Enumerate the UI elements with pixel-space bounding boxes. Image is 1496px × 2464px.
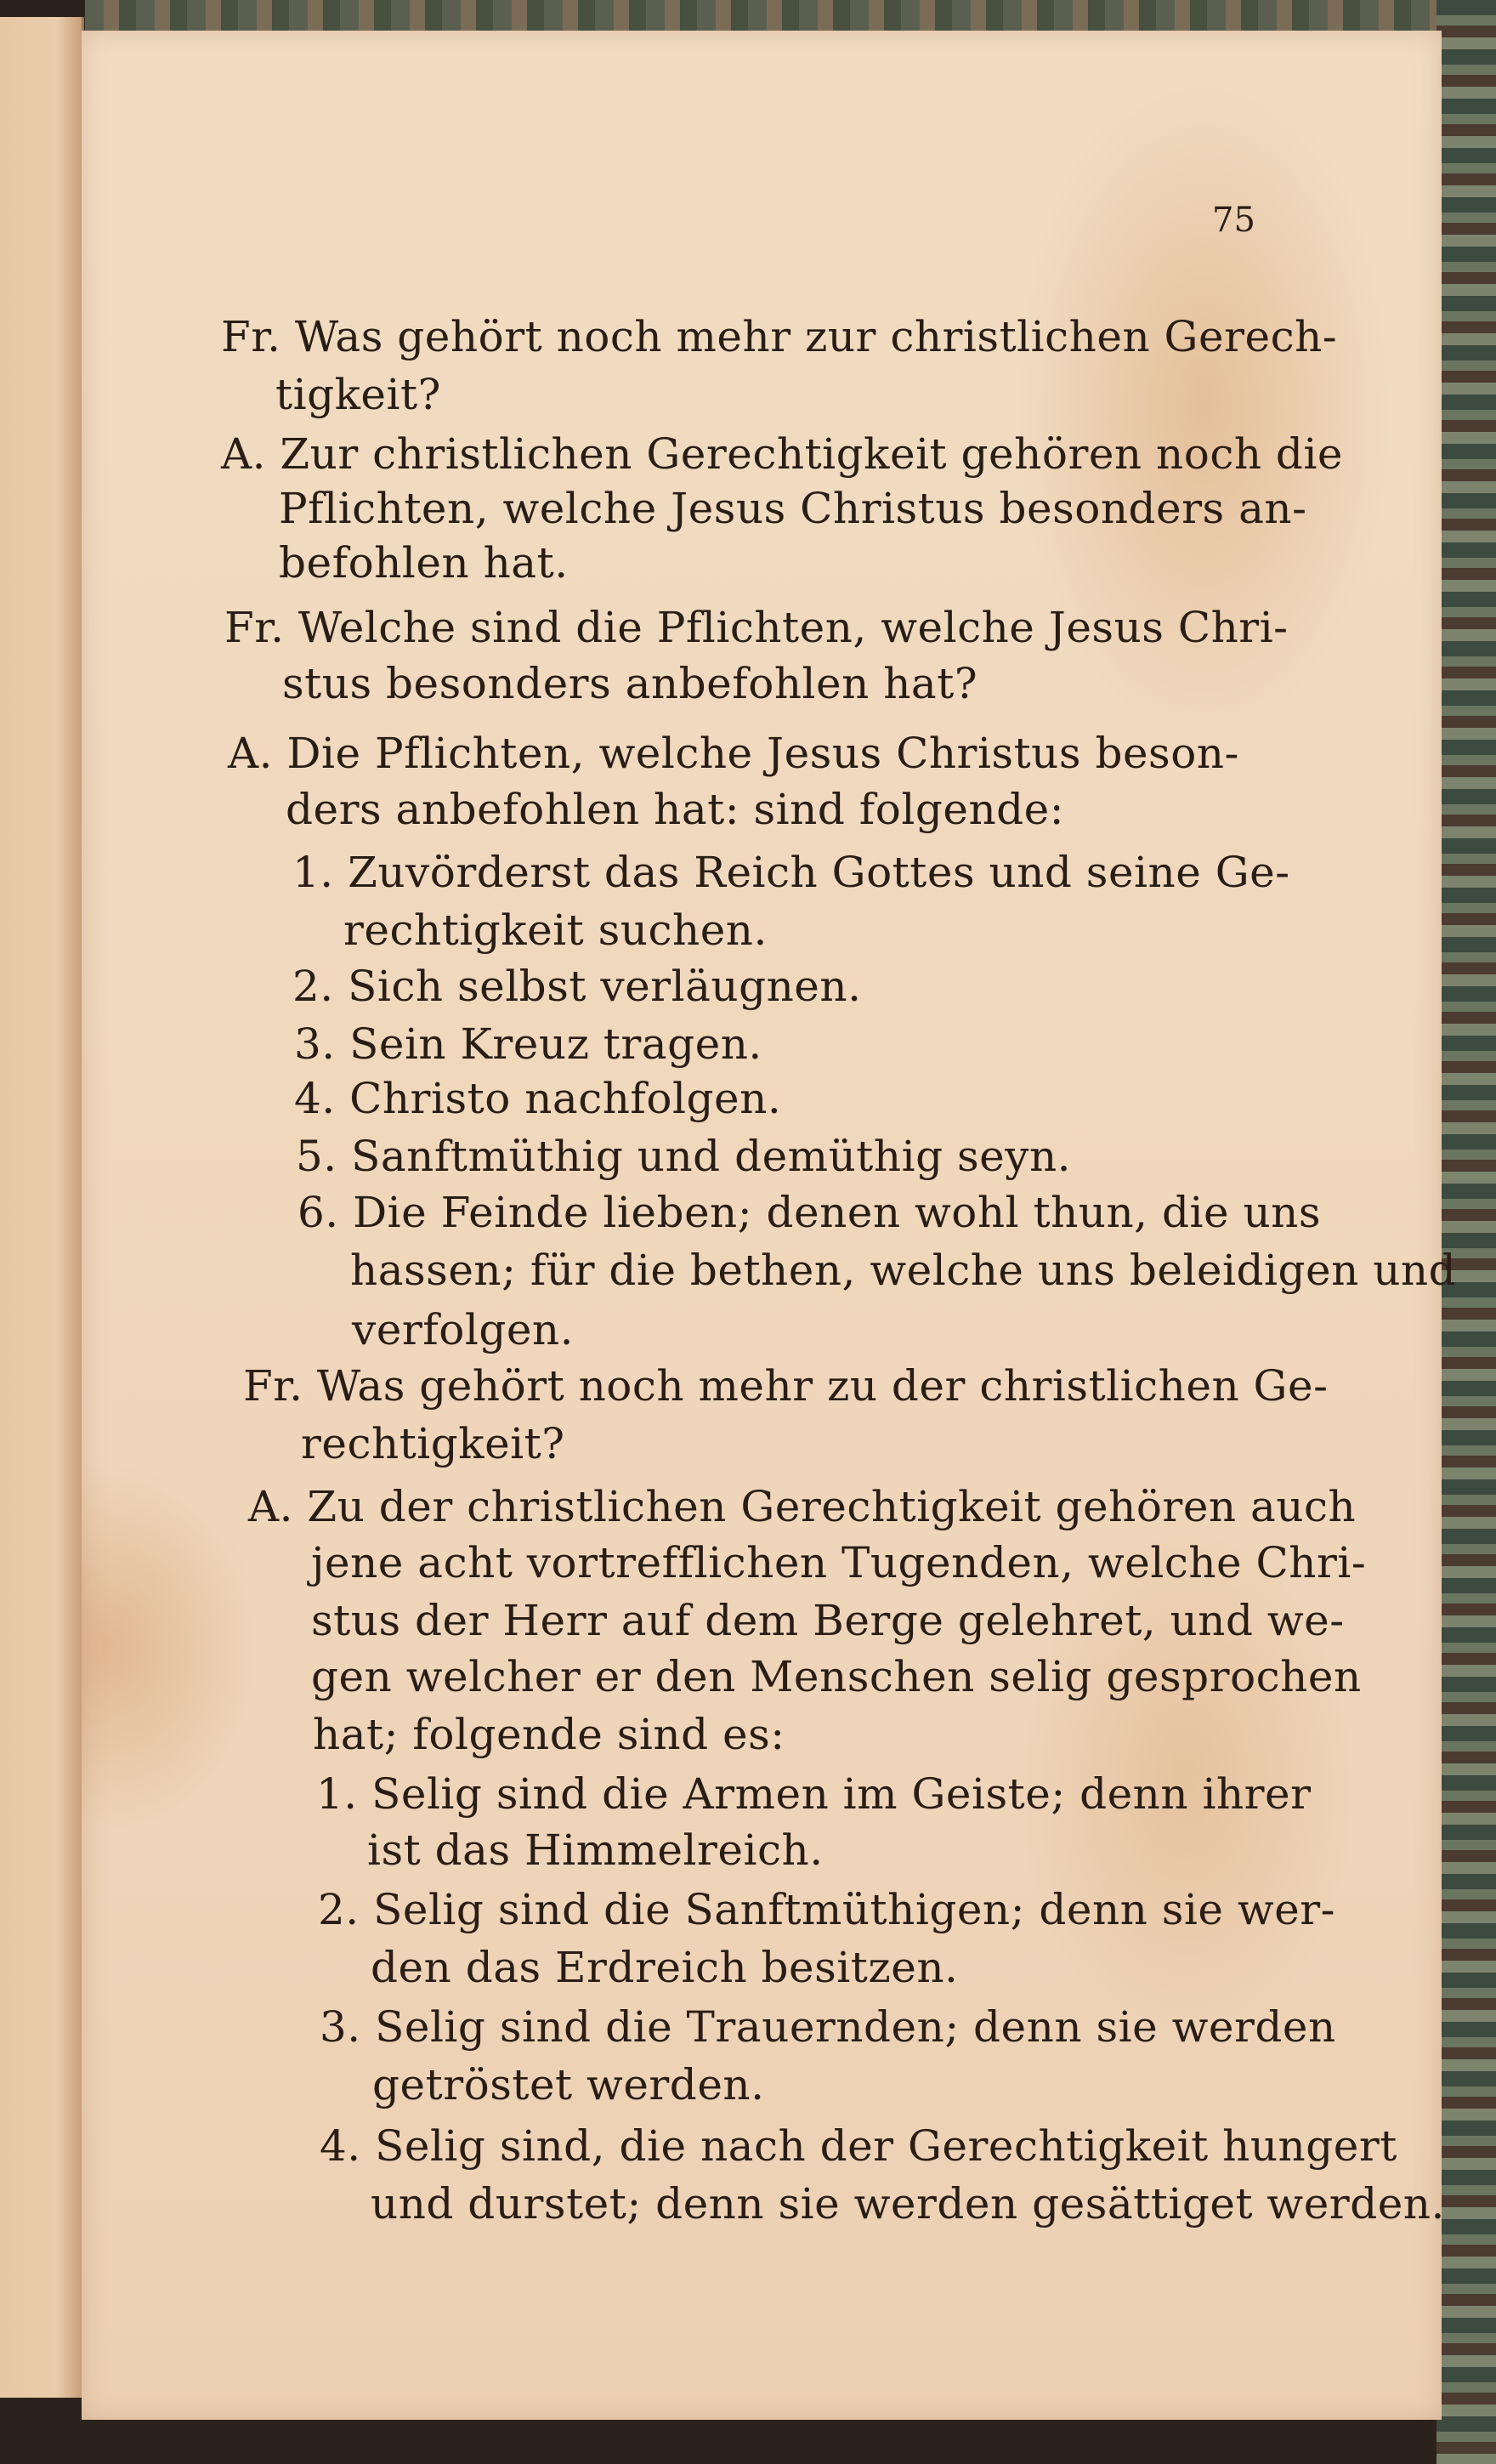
text-line: 4. Christo nachfolgen. — [294, 1074, 782, 1123]
text-line: stus der Herr auf dem Berge gelehret, und we- — [311, 1596, 1345, 1645]
text-line: 3. Selig sind die Trauernden; denn sie werden — [320, 2002, 1336, 2052]
text-line: A. Zu der christlichen Gerechtigkeit gehören auch — [248, 1482, 1357, 1531]
book-cover-edge — [1436, 0, 1496, 2464]
text-line: verfolgen. — [352, 1305, 575, 1354]
text-line: gen welcher er den Menschen selig gesprochen — [311, 1652, 1362, 1701]
left-page-edge — [0, 17, 84, 2398]
book-top-edge — [85, 0, 1436, 32]
text-line: ist das Himmelreich. — [367, 1825, 824, 1875]
text-line: hassen; für die bethen, welche uns beleidigen und — [350, 1246, 1457, 1295]
text-line: getröstet werden. — [372, 2060, 765, 2109]
text-line: 3. Sein Kreuz tragen. — [294, 1019, 762, 1069]
text-line: befohlen hat. — [279, 538, 569, 588]
text-line: 1. Zuvörderst das Reich Gottes und seine Ge- — [292, 848, 1290, 897]
text-line: stus besonders anbefohlen hat? — [282, 659, 978, 708]
text-line: den das Erdreich besitzen. — [371, 1943, 959, 1992]
text-line: 5. Sanftmüthig und demüthig seyn. — [296, 1132, 1072, 1181]
book-page — [82, 31, 1457, 2420]
text-line: 4. Selig sind, die nach der Gerechtigkeit hungert — [320, 2121, 1397, 2171]
text-line: Fr. Welche sind die Pflichten, welche Jesus Chri- — [224, 603, 1289, 652]
page-number: 75 — [1212, 201, 1255, 240]
text-line: 6. Die Feinde lieben; denen wohl thun, die uns — [298, 1188, 1322, 1237]
text-line: ders anbefohlen hat: sind folgende: — [286, 785, 1065, 834]
text-line: und durstet; denn sie werden gesättiget werden. — [371, 2179, 1445, 2228]
text-line: 1. Selig sind die Armen im Geiste; denn ihrer — [316, 1769, 1312, 1819]
text-line: Fr. Was gehört noch mehr zu der christlichen Ge- — [243, 1361, 1329, 1411]
text-line: hat; folgende sind es: — [313, 1710, 785, 1759]
text-line: 2. Sich selbst verläugnen. — [292, 962, 862, 1011]
text-line: Pflichten, welche Jesus Christus besonders an- — [279, 484, 1307, 533]
text-line: A. Zur christlichen Gerechtigkeit gehören noch die — [221, 429, 1344, 479]
text-line: rechtigkeit suchen. — [343, 906, 768, 955]
text-line: tigkeit? — [275, 370, 441, 419]
text-line: jene acht vortrefflichen Tugenden, welche Chri- — [311, 1538, 1367, 1587]
text-line: Fr. Was gehört noch mehr zur christlichen Gerech- — [221, 312, 1338, 361]
text-line: A. Die Pflichten, welche Jesus Christus beson- — [228, 729, 1239, 778]
text-line: 2. Selig sind die Sanftmüthigen; denn sie wer- — [318, 1885, 1336, 1934]
text-line: rechtigkeit? — [301, 1419, 565, 1468]
